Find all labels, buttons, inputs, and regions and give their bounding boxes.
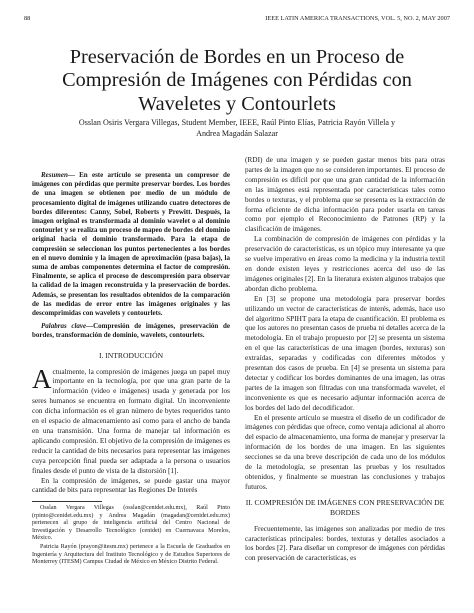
keywords-lead: Palabras clave: [41, 322, 87, 331]
section-2-title: II. COMPRESIÓN DE IMÁGENES CON PRESERVACIÓN DE BORDES: [245, 497, 445, 517]
abstract-text: — En este artículo se presenta un compresor de imágenes con pérdidas que permite preservar bordes. Los bordes de una imagen se obtienen por medio de un módulo de procesamiento digital de imágenes utilizando cuatro detectores de bordes diferentes: Canny, Sobel, Roberts y Prewitt. Después, la imagen original es transformada al dominio wavelet o al dominio contourlet y se realiza un proceso de mapeo de bordes del dominio original hacia el dominio transformado. Para la etapa de compresión se seleccionan los puntos pertenecientes a los bordes en el nuevo dominio y la imagen de aproximación (pasa bajas), la suma de ambas componentes determina el factor de compresión. Finalmente, se aplica el proceso de descompresión para observar la calidad de la imagen reconstruida y la preservación de bordes. Además, se presentan los resultados obtenidos de la comparación de las medidas de error entre las imágenes originales y las descomprimidas con wavelets y contourlets.: [32, 171, 230, 318]
author-line-1: Osslan Osiris Vergara Villegas, Student Member, IEEE, Raúl Pinto Elías, Patricia Rayón Villela y: [78, 118, 396, 127]
left-column: [32, 171, 230, 495]
footnote-1: Osslan Vergara Villegas (osslan@cenidet.edu.mx), Raúl Pinto (rpinto@cenidet.edu.mx) y Andrea Magadán (magadan@cenidet.edu.mx) pertenecen al grupo de inteligencia artificial del Centro Nacional de Investigación y Desarrollo Tecnológico (cenidet) en Cuernavaca Morelos, México.: [32, 505, 230, 542]
running-header: [24, 15, 450, 25]
right-paragraph-2: La combinación de compresión de imágenes con pérdidas y la preservación de características, es un tópico muy interesante ya que se vuelve imperativo en áreas como la medicina y la industria textil en donde existen leyes y restricciones acerca del uso de las imágenes originales [2]. En la literatura existen algunos trabajos que abordan dicho problema.: [245, 234, 445, 293]
page-number: 88: [24, 15, 31, 22]
right-column: [245, 155, 445, 563]
author-line-2: Andrea Magadán Salazar: [196, 129, 278, 138]
right-paragraph-3: En [3] se propone una metodología para preservar bordes utilizando un vector de características de interés, además, hace uso del algoritmo SPIHT para la etapa de cuantificación. El problema es que los autores no presentan casos de prueba ni detalles acerca de la metodología. En el trabajo propuesto por [2] se presenta un sistema en el que las características de una imagen (bordes, texturas) son extraídas, separadas y codificadas con diferentes métodos y presentan dos casos de prueba. En [4] se presenta un sistema para detectar y codificar los bordes dominantes de una imagen, las otras partes de la imagen son filtradas con una transformada wavelet, el inconveniente es que es necesario adjuntar información acerca de los bordes del lado del decodificador.: [245, 293, 445, 412]
abstract-lead: Resumen: [41, 171, 68, 179]
section-1-title: I. INTRODUCCIÓN: [98, 350, 164, 360]
intro-paragraph-1: [32, 363, 230, 476]
right-paragraph-1: (RDI) de una imagen y se pueden gastar menos bits para otras partes de la imagen que no se consideren importantes. El proceso de compresión es difícil por que una gran cantidad de la información en las imágenes está representada por características tales como bordes o texturas, y el problema que se presenta es la extracción de forma eficiente de dicha información para poder usarla en tareas como por ejemplo el Reconocimiento de Patrones (RP) y la clasificación de imágenes.: [245, 155, 445, 234]
abstract: [32, 171, 230, 318]
keywords: [32, 322, 230, 340]
right-paragraph-4: En el presente artículo se muestra el diseño de un codificador de imágenes con pérdidas que ofrece, como ventaja adicional al ahorro del espacio de almacenamiento, una forma de manejar y preservar la información de los bordes de una imagen. En las siguientes secciones se da una breve descripción de cada uno de los módulos de la metodología, se presentan las pruebas y los resultados obtenidos, y finalmente se muestran las conclusiones y trabajos futuros.: [245, 412, 445, 491]
journal-name: IEEE LATIN AMERICA TRANSACTIONS, VOL. 5, NO. 2, MAY 2007: [265, 15, 450, 22]
intro-paragraph-1-text: ctualmente, la compresión de imágenes juega un papel muy importante en la tecnología, por que una gran parte de la información (video e imágenes) usada y generada por los seres humanos se encuentra en formato digital. Un inconveniente con dicha información es el gran número de bytes requeridos tanto en el espacio de almacenamiento así como para el ancho de banda en una transmisión. Una forma de manejar tal información es aplicando compresión. El objetivo de la compresión de imágenes es reducir la cantidad de bits necesarios para representar las imágenes cuya percepción final pueda ser adaptada a la persona o usuarios finales desde el punto de vista de la distorsión [1].: [32, 366, 230, 475]
footnotes: [32, 505, 230, 568]
author-list: [30, 117, 444, 139]
footnote-2: Patricia Rayón (prayon@itesm.mx) pertenece a la Escuela de Graduados en Ingeniería y Arquitectura del Instituto Tecnológico y de Estudios Superiores de Monterrey (ITESM) Campus Ciudad de México en México Distrito Federal.: [32, 543, 230, 566]
drop-cap: A: [32, 363, 52, 394]
keywords-text: —Compresión de imágenes, preservación de bordes, transformación de dominio, wavelets, contourlets.: [32, 322, 230, 340]
paper-title: Preservación de Bordes en un Proceso de Compresión de Imágenes con Pérdidas con Waveletes y Contourlets: [62, 46, 412, 115]
footnote-rule: [32, 501, 102, 502]
intro-paragraph-2: En la compresión de imágenes, se puede gastar una mayor cantidad de bits para representar las Regiones De Interés: [32, 475, 230, 495]
right-paragraph-5: Frecuentemente, las imágenes son analizadas por medio de tres características principales: bordes, texturas y detalles asociados a los bordes [2]. Para diseñar un compresor de imágenes con pérdidas con preservación de características, es: [245, 523, 445, 563]
